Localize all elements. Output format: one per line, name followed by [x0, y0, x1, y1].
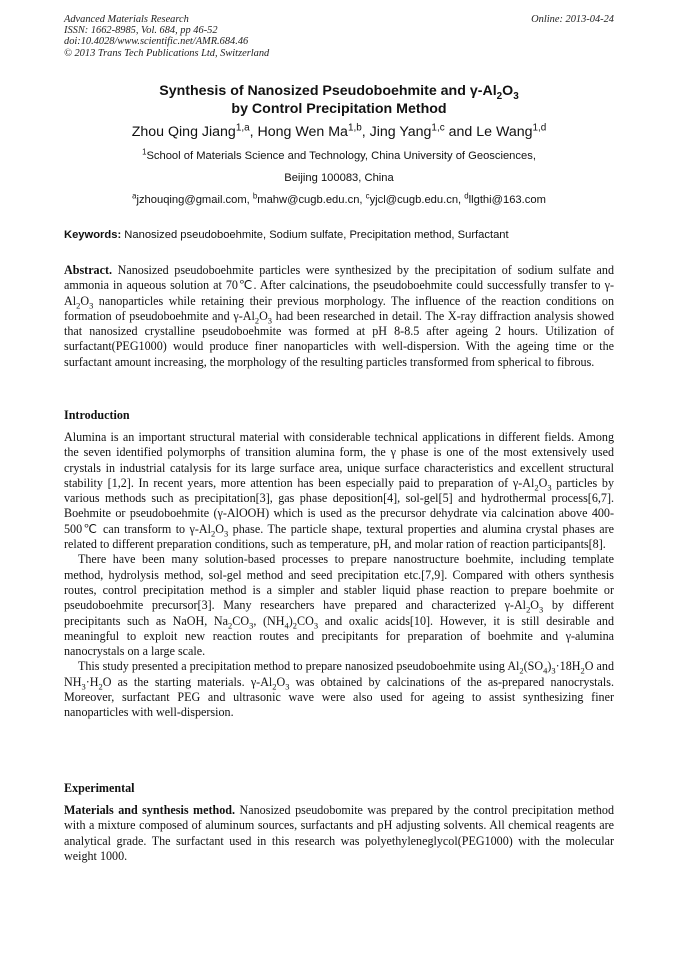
affiliation-line2: Beijing 100083, China — [284, 172, 394, 184]
paper-title-line1: Synthesis of Nanosized Pseudoboehmite and $\gamma-Al_2O_3$ — [159, 83, 519, 102]
introduction-body — [64, 430, 614, 721]
intro-paragraph-1: Alumina is an important structural material with considerable technical applications in different fields. Among the seven identified polymorphs of transition alumina form, the γ phase is one of the most extensively used crystals in industrial catalysis for its large surface area, unique surface characteristics and excellent structural stability [1,2]. In recent years, more attention has been especially paid to preparation of $\gamma-Al_2O_3$ particles by various methods such as precipitation[3], gas phase deposition[4], sol-gel[5] and hydrothermal process[6,7]. Boehmite or pseudoboehmite (γ-AlOOH) which is used as the precursor dehydrate via calcination above 400-500℃ can transform to $\gamma-Al_2O_3$ phase. The particle shape, textural properties and alumina crystal phases are related to different preparation conditions, such as temperature, pH, and molar ration of reaction participants[8]. — [64, 430, 614, 552]
section-heading-introduction: Introduction — [64, 408, 130, 422]
journal-copyright: © 2013 Trans Tech Publications Ltd, Switzerland — [64, 47, 270, 59]
intro-paragraph-3: This study presented a precipitation method to prepare nanosized pseudoboehmite using $Al_2(SO_4)_3\cdot 18H_2O$ and $NH_3\cdot H_2O$ as the starting materials. $\gamma-Al_2O_3$ was obtained by calcinations of the as-prepared nanocrystals. Moreover, surfactant PEG and ultrasonic wave were also used for ageing to assist synthesizing finer nanoparticles with well-dispersion. — [64, 659, 615, 720]
intro-paragraph-2: There have been many solution-based processes to prepare nanostructure boehmite, including template method, hydrolysis method, sol-gel method and seed precipitation etc.[7,9]. Compared with others synthesis routes, control precipitation method is a simpler and stabler liquid phase reaction to prepare boehmite or pseudoboehmite precursor[3]. Many researchers have prepared and characterized $\gamma-Al_2O_3$ by different precipitants such as NaOH, $Na_2CO_3$, $(NH_4)_2CO_3$ and oxalic acids[10]. However, it is still desirable and meaningful to exploit new reaction routes and precipitants for preparation of boehmite and γ-alumina nanocrystals on a large scale. — [64, 552, 614, 659]
journal-doi: doi:10.4028/www.scientific.net/AMR.684.46 — [64, 36, 249, 48]
journal-name: Advanced Materials Research — [64, 14, 189, 25]
journal-issn: ISSN: 1662-8985, Vol. 684, pp 46-52 — [64, 25, 218, 37]
online-date: Online: 2013-04-24 — [531, 14, 614, 25]
paper-title-line2: by Control Precipitation Method — [231, 101, 447, 117]
author-emails: $^a$jzhouqing@gmail.com, $^b$mahw@cugb.edu.cn, $^c$yjcl@cugb.edu.cn, $^d$llgthi@163.com — [132, 191, 546, 206]
experimental-body: Materials and synthesis method. Nanosized pseudobomite was prepared by the control precipitation method with a mixture composed of aluminum sources, surfactants and pH adjusting solvents. All chemical reagents are analytical grade. The surfactant used in this research was polyethyleneglycol(PEG1000) with the molecular weight 1000. — [64, 803, 614, 863]
keywords: Keywords: Nanosized pseudoboehmite, Sodium sulfate, Precipitation method, Surfactant — [64, 229, 509, 241]
author-list: Zhou Qing Jiang$^{1,a}$, Hong Wen Ma$^{1,b}$, Jing Yang$^{1,c}$ and Le Wang$^{1,d}$ — [131, 122, 547, 140]
section-heading-experimental: Experimental — [64, 781, 135, 795]
journal-header — [64, 14, 269, 59]
affiliation-line1: $^1$School of Materials Science and Technology, China University of Geosciences, — [142, 147, 536, 162]
abstract: Abstract. Nanosized pseudoboehmite particles were synthesized by the precipitation of sodium sulfate and ammonia in aqueous solution at 70℃. After calcinations, the pseudoboehmite could successfully transfer to $\gamma-Al_2O_3$ nanoparticles while retaining their previous morphology. The influence of the reaction conditions on formation of pseudoboehmite and $\gamma-Al_2O_3$ had been researched in detail. The X-ray diffraction analysis showed that nanosized crystalline pseudoboehmite was formed at pH 8-8.5 after ageing 2 hours. Utilization of surfactant(PEG1000) would produce finer nanoparticles with well-dispersion. With the ageing time or the surfactant amount increasing, the morphology of the resulting particles transformed from spherical to fibrous. — [64, 263, 614, 369]
